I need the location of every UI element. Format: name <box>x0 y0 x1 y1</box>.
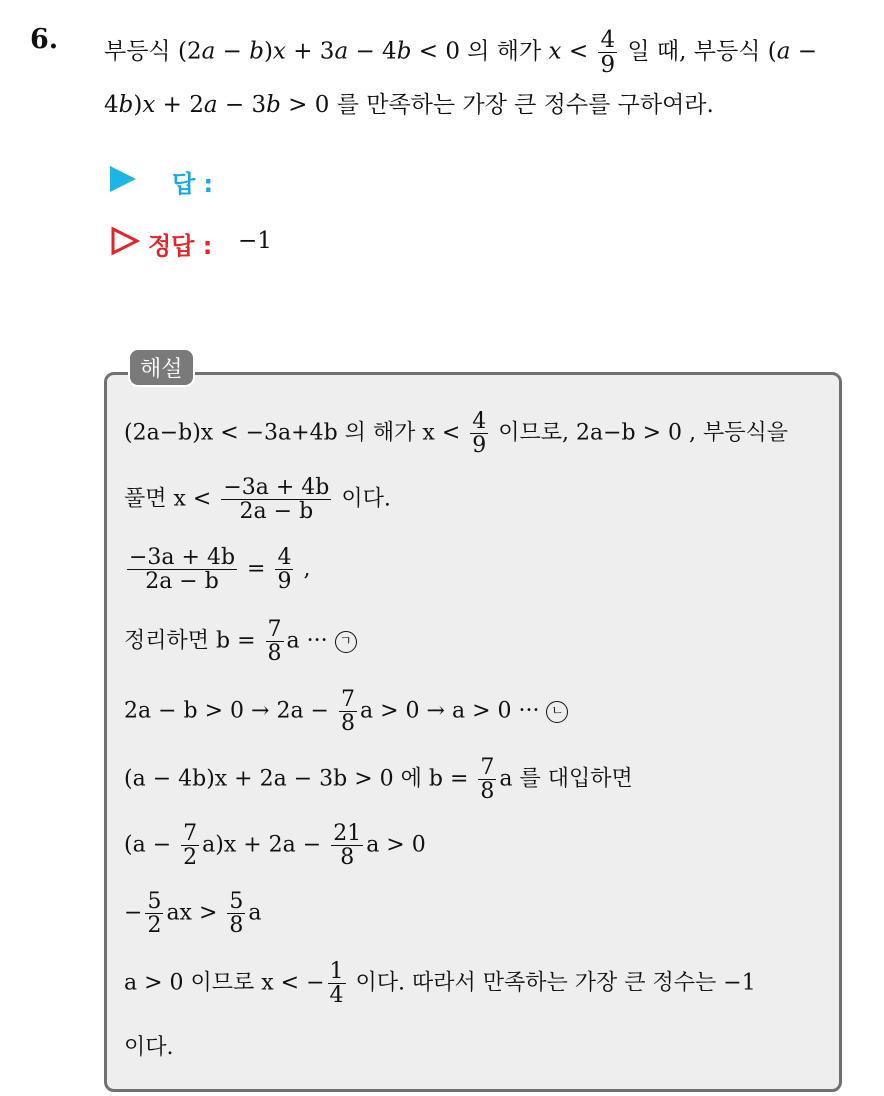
circled-nieun-icon: ㄴ <box>546 701 568 723</box>
solution-row-9: a > 0 이므로 x < − $\frac{1}{4}$ 이다. 따라서 만족하는 가장 큰 정수는 −1 <box>124 959 756 1009</box>
correct-arrow-icon <box>110 226 140 256</box>
answer-label: 답 : <box>172 170 214 198</box>
solution-row-3: $\frac{-3a + 4b}{2a - b}$ = $\frac{4}{9}$ , <box>129 545 311 595</box>
correct-value: −1 <box>238 228 272 254</box>
correct-label: 정답 : <box>148 232 213 260</box>
solution-row-5: 2a − b > 0 → 2a − $\frac{7}{8}$ a > 0 → a > 0 ··· ㄴ <box>124 688 568 735</box>
problem-line-1: 부등식 (2a − b)x + 3a − 4b < 0 의 해가 x < $\frac{4}{9}$ 일 때, 부등식 (a − <box>104 27 818 79</box>
solution-row-2: 풀면 x < $\frac{-3a + 4b}{2a - b}$ 이다. <box>124 475 391 525</box>
problem-number: 6. <box>30 24 59 55</box>
solution-row-10: 이다. <box>124 1035 174 1060</box>
answer-arrow-icon <box>110 166 136 192</box>
solution-tag: 해설 <box>128 348 195 387</box>
solution-row-7: (a − $\frac{7}{2}$ a)x + 2a − $\frac{21}{8}$ a > 0 <box>124 821 426 871</box>
solution-row-1: (2a−b)x < −3a+4b 의 해가 x < $\frac{4}{9}$ 이므로, 2a−b > 0 , 부등식을 <box>124 409 789 459</box>
problem-line-2: 4b)x + 2a − 3b > 0 를 만족하는 가장 큰 정수를 구하여라. <box>104 92 714 118</box>
solution-row-4: 정리하면 b = $\frac{7}{8}$ a ··· ㄱ <box>124 618 357 665</box>
solution-row-8: − $\frac{5}{2}$ ax > $\frac{5}{8}$ a <box>124 889 262 939</box>
circled-giyeok-icon: ㄱ <box>335 631 357 653</box>
fraction-4-9: $\frac{4}{9}$ <box>600 27 616 79</box>
solution-row-6: (a − 4b)x + 2a − 3b > 0 에 b = $\frac{7}{8}$ a 를 대입하면 <box>124 755 633 805</box>
